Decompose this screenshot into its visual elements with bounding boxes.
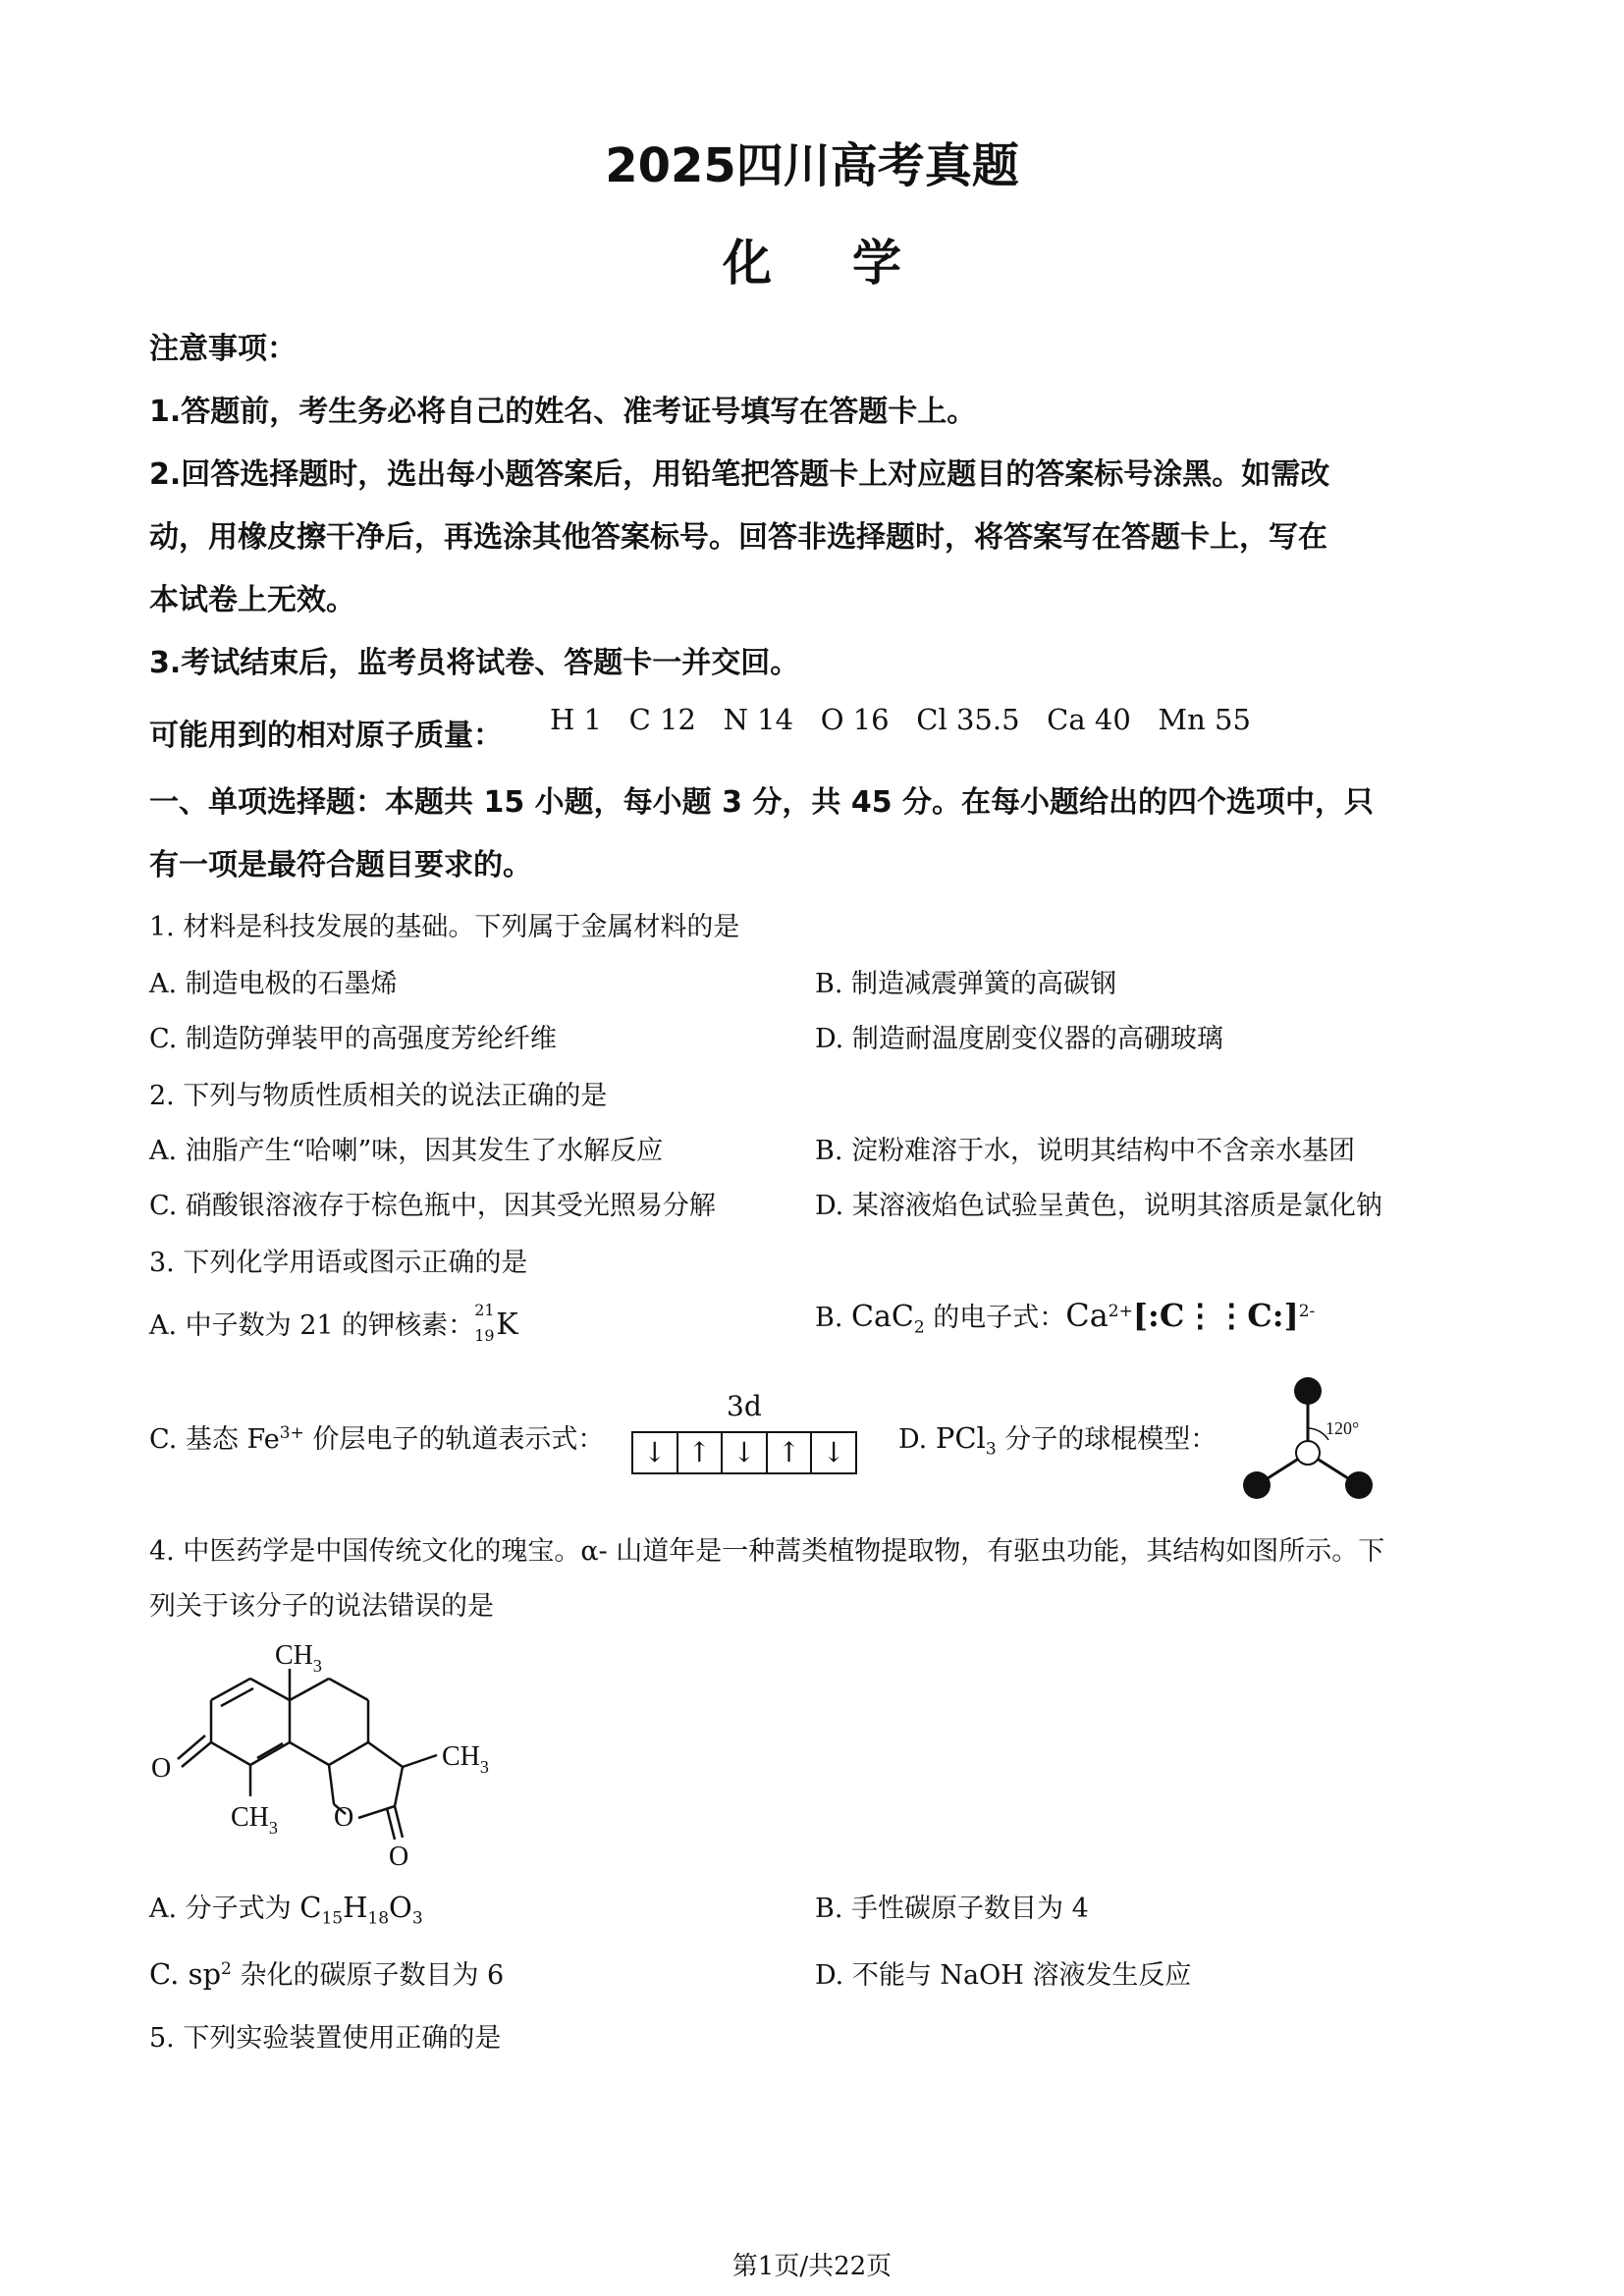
exam-title: 2025四川高考真题 [605, 138, 1019, 193]
cl-atom-right [1345, 1471, 1373, 1499]
q3-a-text: A. 中子数为 21 的钾核素： [149, 1310, 475, 1341]
q3-option-b [815, 1296, 1315, 1337]
q5-stem: 5. 下列实验装置使用正确的是 [149, 2023, 502, 2054]
q3-b-ca: Ca [1065, 1297, 1109, 1334]
q3-c-text: C. 基态 Fe [149, 1424, 280, 1455]
q1-option-d: D. 制造耐温度剧变仪器的高硼玻璃 [815, 1024, 1223, 1054]
cl-atom-top [1294, 1377, 1322, 1405]
q3-b-formula-sub: 2 [913, 1317, 925, 1338]
notice-item-2-line2: 动，用橡皮擦干净后，再选涂其他答案标号。回答非选择题时，将答案写在答题卡上，写在 [149, 520, 1327, 555]
orbital-box-2: ↑ [678, 1433, 724, 1472]
formula-o-count: 3 [411, 1908, 423, 1929]
q1-option-c: C. 制造防弹装甲的高强度芳纶纤维 [149, 1024, 557, 1054]
q2-option-c: C. 硝酸银溶液存于棕色瓶中，因其受光照易分解 [149, 1191, 716, 1221]
atomic-number: 19 [474, 1325, 495, 1345]
cl-atom-left [1243, 1471, 1271, 1499]
formula-h-count: 18 [367, 1908, 390, 1929]
element-symbol: K [496, 1308, 518, 1342]
q2-option-b: B. 淀粉难溶于水，说明其结构中不含亲水基团 [815, 1136, 1356, 1166]
q4-c-sup: 2 [221, 1959, 232, 1979]
q3-d-formula: PCl [935, 1421, 986, 1455]
q3-b-anion-charge: 2- [1298, 1302, 1316, 1321]
q3-d-formula-sub: 3 [985, 1439, 997, 1460]
q4-c-text1: C. sp [149, 1957, 222, 1991]
ch3-top-label: $CH_3$ [275, 1640, 322, 1676]
q4-c-text2: 杂化的碳原子数目为 6 [231, 1960, 505, 1991]
notice-item-3: 3.考试结束后，监考员将试卷、答题卡一并交回。 [149, 646, 800, 680]
q3-b-formula: CaC [851, 1300, 914, 1334]
q3-d-text: 分子的球棍模型： [996, 1424, 1218, 1455]
notice-item-2-line1: 2.回答选择题时，选出每小题答案后，用铅笔把答题卡上对应题目的答案标号涂黑。如需改 [149, 457, 1330, 492]
q3-b-anion: [:C⋮⋮C:] [1132, 1297, 1299, 1334]
mass-number: 21 [474, 1300, 495, 1319]
orbital-box-5: ↓ [822, 1436, 845, 1468]
orbital-box-1: ↓ [633, 1433, 678, 1472]
q4-option-a [149, 1887, 423, 1928]
q3-c-charge: 3+ [279, 1423, 304, 1443]
formula-h: H [343, 1891, 368, 1924]
santonin-structure [137, 1629, 511, 1875]
section-1-line1: 一、单项选择题：本题共 15 小题，每小题 3 分，共 45 分。在每小题给出的四个选项中，只 [149, 785, 1375, 820]
q1-option-a: A. 制造电极的石墨烯 [149, 969, 398, 999]
q4-stem-line1: 4. 中医药学是中国传统文化的瑰宝。α- 山道年是一种蒿类植物提取物，有驱虫功能，其结构如图所示。下 [149, 1536, 1385, 1567]
ring-o-label: O [334, 1802, 354, 1833]
q3-option-a [149, 1300, 518, 1345]
q2-stem: 2. 下列与物质性质相关的说法正确的是 [149, 1081, 608, 1111]
notice-heading: 注意事项： [149, 332, 297, 366]
q3-d-prefix: D. [898, 1424, 936, 1455]
orbital-box-3: ↓ [723, 1433, 768, 1472]
q3-stem: 3. 下列化学用语或图示正确的是 [149, 1248, 528, 1278]
q4-option-d: D. 不能与 NaOH 溶液发生反应 [815, 1960, 1192, 1991]
q3-b-prefix: B. [815, 1303, 852, 1333]
orbital-diagram [631, 1431, 857, 1474]
carbonyl-o-label: O [389, 1842, 409, 1872]
q4-option-c [149, 1953, 504, 1992]
q3-option-d [898, 1417, 1217, 1459]
formula-c: C [299, 1891, 322, 1924]
notice-item-2-line3: 本试卷上无效。 [149, 583, 355, 617]
ball-stick-model [1227, 1369, 1394, 1507]
q2-option-d: D. 某溶液焰色试验呈黄色，说明其溶质是氯化钠 [815, 1191, 1382, 1221]
orbital-label: 3d [727, 1390, 762, 1422]
q4-a-text: A. 分子式为 [149, 1894, 300, 1924]
q3-b-text: 的电子式： [924, 1303, 1066, 1333]
ch3-right-label: $CH_3$ [442, 1741, 489, 1777]
notice-item-1: 1.答题前，考生务必将自己的姓名、准考证号填写在答题卡上。 [149, 395, 977, 429]
section-1-line2: 有一项是最符合题目要求的。 [149, 848, 532, 882]
subject-title: 化学 [723, 235, 982, 292]
q4-stem-line2: 列关于该分子的说法错误的是 [149, 1591, 494, 1622]
q1-stem: 1. 材料是科技发展的基础。下列属于金属材料的是 [149, 912, 740, 942]
atomic-mass-values: H 1 C 12 N 14 O 16 Cl 35.5 Ca 40 Mn 55 [550, 703, 1251, 736]
q3-option-c [149, 1417, 604, 1456]
atomic-mass-label: 可能用到的相对原子质量： [149, 719, 503, 753]
q3-b-ca-charge: 2+ [1108, 1302, 1133, 1321]
angle-label: 120° [1326, 1418, 1360, 1438]
orbital-box-4: ↑ [768, 1433, 813, 1472]
formula-c-count: 15 [321, 1908, 344, 1929]
formula-o: O [389, 1891, 412, 1924]
ketone-o-label: O [151, 1753, 172, 1784]
ch3-bottom-label: $CH_3$ [231, 1802, 278, 1838]
q4-option-b: B. 手性碳原子数目为 4 [815, 1894, 1089, 1924]
q3-c-text2: 价层电子的轨道表示式： [303, 1424, 605, 1455]
q2-option-a: A. 油脂产生“哈喇”味，因其发生了水解反应 [149, 1136, 664, 1166]
nuclide-notation [474, 1300, 496, 1345]
page-number: 第1页/共22页 [731, 2252, 893, 2281]
q1-option-b: B. 制造减震弹簧的高碳钢 [815, 969, 1117, 999]
p-atom [1296, 1441, 1320, 1465]
